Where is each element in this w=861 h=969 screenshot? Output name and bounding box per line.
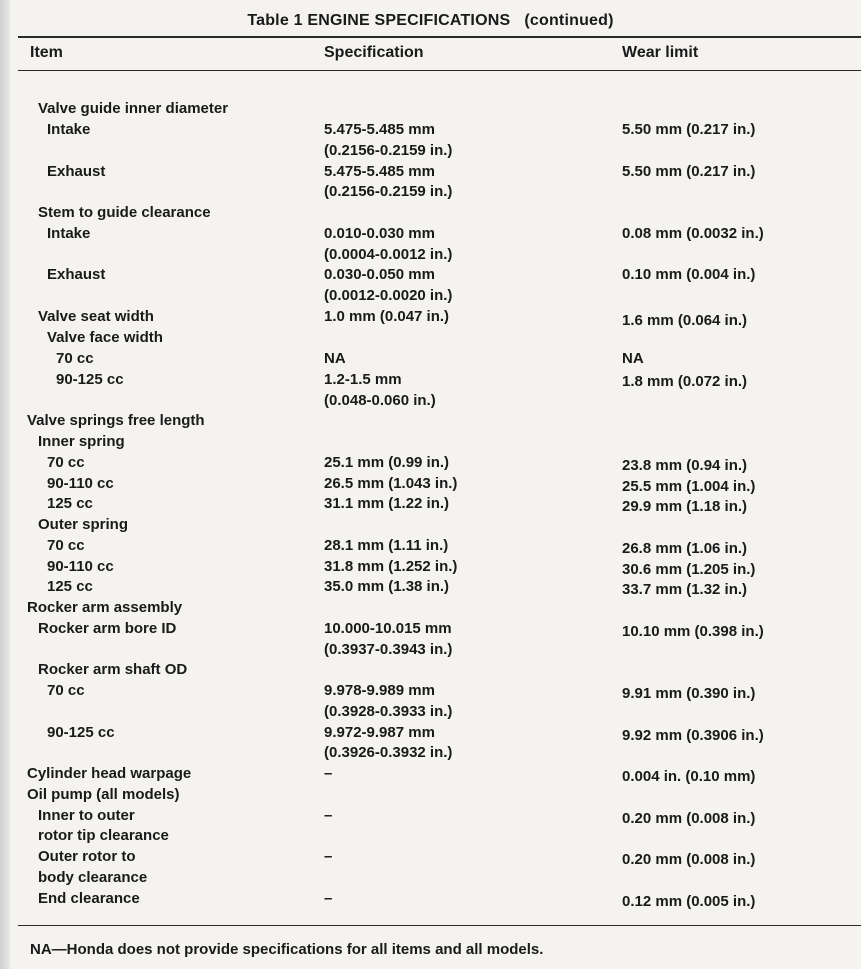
page-edge (0, 0, 10, 969)
table-row-spec: 5.475-5.485 mm (324, 121, 435, 138)
table-row-item: body clearance (38, 869, 148, 886)
table-row-item: Intake (47, 121, 91, 138)
table-row-item: Rocker arm assembly (27, 599, 183, 616)
table-row-item: Exhaust (47, 163, 106, 180)
table-row-item: 70 cc (56, 350, 94, 367)
table-row-spec: (0.3928-0.3933 in.) (324, 703, 453, 720)
table-row-wear: 0.20 mm (0.008 in.) (622, 810, 756, 827)
table-row-wear: 0.10 mm (0.004 in.) (622, 266, 756, 283)
table-row-wear: 26.8 mm (1.06 in.) (622, 540, 748, 557)
table-row-wear: 5.50 mm (0.217 in.) (622, 121, 756, 138)
bottom-rule (18, 925, 861, 926)
header-item: Item (30, 44, 63, 61)
table-row-spec: 0.010-0.030 mm (324, 225, 435, 242)
table-row-item: 70 cc (47, 537, 85, 554)
table-title (0, 12, 861, 30)
table-row-item: Exhaust (47, 266, 106, 283)
table-row-item: Valve seat width (38, 308, 154, 325)
table-row-item: 125 cc (47, 578, 93, 595)
table-row-wear: 9.91 mm (0.390 in.) (622, 685, 756, 702)
table-row-wear: 30.6 mm (1.205 in.) (622, 561, 756, 578)
table-row-item: 70 cc (47, 682, 85, 699)
table-row-wear: 0.004 in. (0.10 mm) (622, 768, 756, 785)
table-row-spec: 26.5 mm (1.043 in.) (324, 475, 458, 492)
table-row-spec: NA (324, 350, 346, 367)
table-row-item: 90-125 cc (56, 371, 124, 388)
table-row-spec: (0.3937-0.3943 in.) (324, 641, 453, 658)
table-row-spec: 31.8 mm (1.252 in.) (324, 558, 458, 575)
table-row-item: 90-110 cc (47, 475, 114, 492)
table-row-item: Inner to outer (38, 807, 135, 824)
table-row-spec: 10.000-10.015 mm (324, 620, 452, 637)
table-row-item: End clearance (38, 890, 140, 907)
title-suffix: (continued) (524, 12, 614, 29)
table-row-item: 90-110 cc (47, 558, 114, 575)
table-row-spec: 9.972-9.987 mm (324, 724, 435, 741)
table-row-spec: (0.0004-0.0012 in.) (324, 246, 453, 263)
table-row-item: Oil pump (all models) (27, 786, 180, 803)
table-row-spec: 25.1 mm (0.99 in.) (324, 454, 450, 471)
table-row-item: Outer rotor to (38, 848, 136, 865)
table-row-item: Stem to guide clearance (38, 204, 211, 221)
table-row-wear: 33.7 mm (1.32 in.) (622, 581, 748, 598)
table-row-spec: (0.3926-0.3932 in.) (324, 744, 453, 761)
table-row-spec: – (324, 890, 333, 907)
title-main: Table 1 ENGINE SPECIFICATIONS (247, 12, 511, 29)
table-row-item: Valve face width (47, 329, 163, 346)
table-row-spec: 28.1 mm (1.11 in.) (324, 537, 449, 554)
table-row-item: 90-125 cc (47, 724, 115, 741)
table-row-spec: 1.0 mm (0.047 in.) (324, 308, 450, 325)
table-row-spec: 35.0 mm (1.38 in.) (324, 578, 450, 595)
footnote: NA—Honda does not provide specifications for all items and all models. (30, 941, 544, 958)
table-row-item: Outer spring (38, 516, 129, 533)
table-row-spec: 31.1 mm (1.22 in.) (324, 495, 450, 512)
table-row-wear: NA (622, 350, 644, 367)
header-specification: Specification (324, 44, 424, 61)
table-row-item: Cylinder head warpage (27, 765, 192, 782)
table-row-spec: 0.030-0.050 mm (324, 266, 435, 283)
table-row-wear: 0.20 mm (0.008 in.) (622, 851, 756, 868)
table-row-item: Rocker arm bore ID (38, 620, 177, 637)
table-row-wear: 9.92 mm (0.3906 in.) (622, 727, 764, 744)
table-row-spec: (0.0012-0.0020 in.) (324, 287, 453, 304)
table-row-spec: (0.2156-0.2159 in.) (324, 183, 453, 200)
top-rule (18, 36, 861, 38)
header-rule (18, 70, 861, 71)
table-row-wear: 10.10 mm (0.398 in.) (622, 623, 764, 640)
header-wear-limit: Wear limit (622, 44, 699, 61)
table-row-spec: – (324, 765, 333, 782)
table-row-wear: 5.50 mm (0.217 in.) (622, 163, 756, 180)
table-row-item: Valve guide inner diameter (38, 100, 229, 117)
table-row-wear: 0.12 mm (0.005 in.) (622, 893, 756, 910)
table-row-item: Inner spring (38, 433, 125, 450)
table-row-spec: – (324, 848, 333, 865)
table-row-spec: 1.2-1.5 mm (324, 371, 402, 388)
table-row-spec: 5.475-5.485 mm (324, 163, 435, 180)
table-row-wear: 1.6 mm (0.064 in.) (622, 312, 748, 329)
table-row-item: rotor tip clearance (38, 827, 169, 844)
table-row-item: Intake (47, 225, 91, 242)
table-row-wear: 1.8 mm (0.072 in.) (622, 373, 748, 390)
table-row-spec: – (324, 807, 333, 824)
table-row-wear: 29.9 mm (1.18 in.) (622, 498, 748, 515)
table-row-item: 70 cc (47, 454, 85, 471)
table-row-spec: (0.048-0.060 in.) (324, 392, 436, 409)
table-row-spec: (0.2156-0.2159 in.) (324, 142, 453, 159)
table-row-item: Rocker arm shaft OD (38, 661, 188, 678)
table-row-wear: 23.8 mm (0.94 in.) (622, 457, 748, 474)
table-row-wear: 25.5 mm (1.004 in.) (622, 478, 756, 495)
table-row-item: 125 cc (47, 495, 93, 512)
table-row-item: Valve springs free length (27, 412, 205, 429)
table-row-wear: 0.08 mm (0.0032 in.) (622, 225, 764, 242)
table-row-spec: 9.978-9.989 mm (324, 682, 435, 699)
